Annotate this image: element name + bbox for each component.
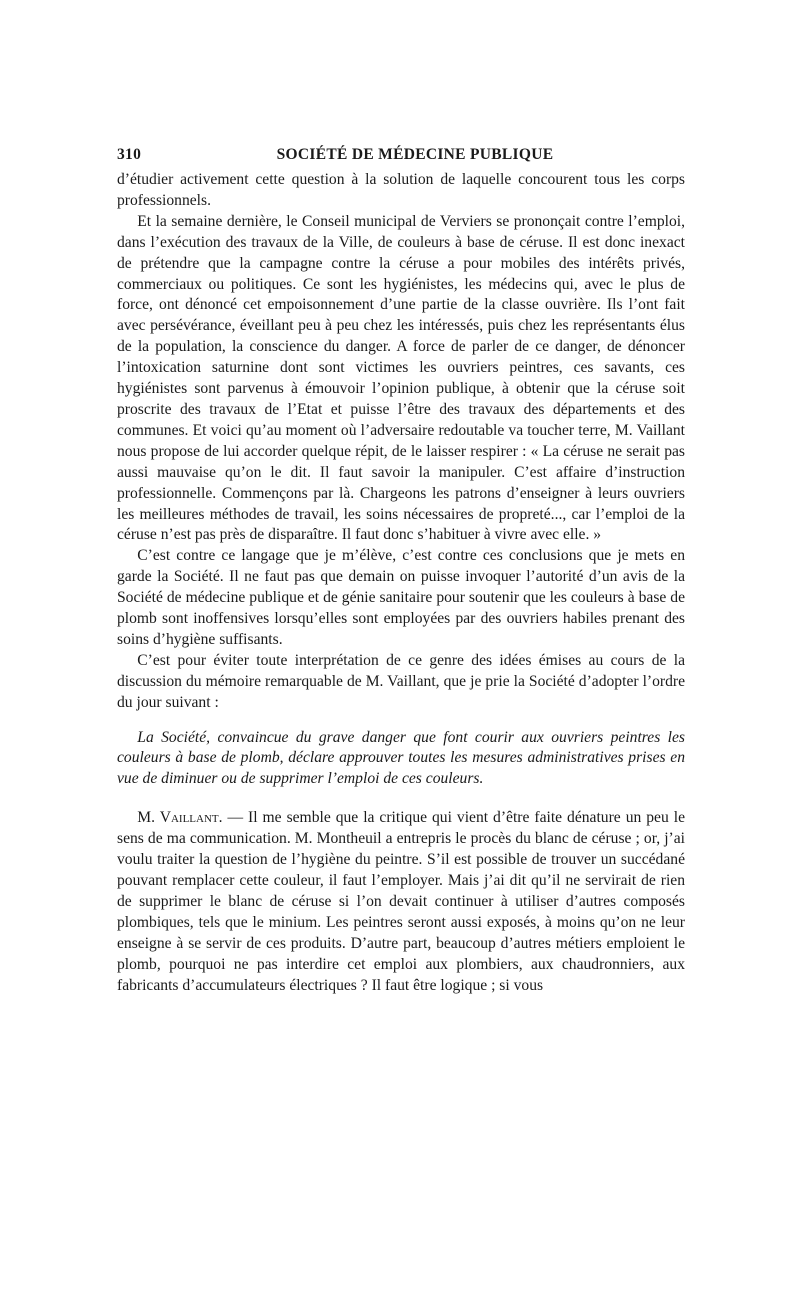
motion-text: La Société, convaincue du grave danger que font courir aux ouvriers peintres les couleurs à base de plomb, déclare approuver toutes les mesures administratives prises en vue de diminuer ou de supprimer l’emploi de ces couleurs. xyxy=(117,728,685,788)
speaker-name: M. Vaillant. xyxy=(137,809,223,827)
reply-text: — Il me semble que la critique qui vient d’être faite dénature un peu le sens de ma communication. M. Montheuil a entrepris le procès du blanc de céruse ; or, j’ai voulu traiter la question de l’hygiène du peintre. S’il est possible de trouver un succédané pouvant remplacer cette couleur, il faut l’employer. Mais j’ai dit qu’il ne servirait de rien de supprimer le blanc de céruse si l’on devait continuer à utiliser d’autres composés plombiques, tels que le minium. Les peintres seront aussi exposés, à moins qu’on ne leur enseigne à se servir de ces produits. D’autre part, beaucoup d’autres métiers emploient le plomb, pourquoi ne pas interdire cet emploi aux plombiers, aux chaudronniers, aux fabricants d’accumulateurs électriques ? Il faut être logique ; si vous xyxy=(117,809,685,994)
page-number: 310 xyxy=(117,146,142,163)
page-header xyxy=(117,140,685,164)
book-page xyxy=(117,140,685,996)
paragraph-verviers: Et la semaine dernière, le Conseil municipal de Verviers se prononçait contre l’emploi, dans l’exécution des travaux de la Ville, de couleurs à base de céruse. Il est donc inexact de prétendre que la campagne contre la céruse a pour mobiles des intérêts privés, commerciaux ou politiques. Ce sont les hygiénistes, les médecins qui, avec le plus de force, ont dénoncé cet empoisonnement d’une partie de la classe ouvrière. Ils l’ont fait avec persévérance, éveillant peu à peu chez les intéressés, puis chez les représentants élus de la population, la conscience du danger. A force de parler de ce danger, de dénoncer l’intoxication saturnine dont sont victimes les ouvriers peintres, ces savants, ces hygiénistes sont parvenus à émouvoir l’opinion publique, à obtenir que la céruse soit proscrite des travaux de l’Etat et puisse l’être des travaux des départements et des communes. Et voici qu’au moment où l’adversaire redoutable va toucher terre, M. Vaillant nous propose de lui accorder quelque répit, de le laisser respirer : « La céruse ne serait pas aussi mauvaise qu’on le dit. Il faut savoir la manipuler. C’est affaire d’instruction professionnelle. Commençons par là. Chargeons les patrons d’enseigner à leurs ouvriers les meilleures méthodes de travail, les soins nécessaires de propreté..., car l’emploi de la céruse n’est pas près de disparaître. Il faut donc s’habituer à vivre avec elle. » xyxy=(117,212,685,544)
paragraph-objection: C’est contre ce langage que je m’élève, c’est contre ces conclusions que je mets en garde la Société. Il ne faut pas que demain on puisse invoquer l’autorité d’un avis de la Société de médecine publique et de génie sanitaire pour soutenir que les couleurs à base de plomb sont inoffensives lorsqu’elles sont employées par des ouvriers habiles prenant des soins d’hygiène suffisants. xyxy=(117,547,685,648)
paragraph-continuation: d’étudier activement cette question à la solution de laquelle concourent tous les corps professionnels. xyxy=(117,171,685,209)
paragraph-proposal: C’est pour éviter toute interprétation de ce genre des idées émises au cours de la discussion du mémoire remarquable de M. Vaillant, que je prie la Société d’adopter l’ordre du jour suivant : xyxy=(117,651,685,711)
reply-paragraph xyxy=(117,808,685,996)
running-title: SOCIÉTÉ DE MÉDECINE PUBLIQUE xyxy=(276,146,554,163)
body-text xyxy=(117,170,685,996)
